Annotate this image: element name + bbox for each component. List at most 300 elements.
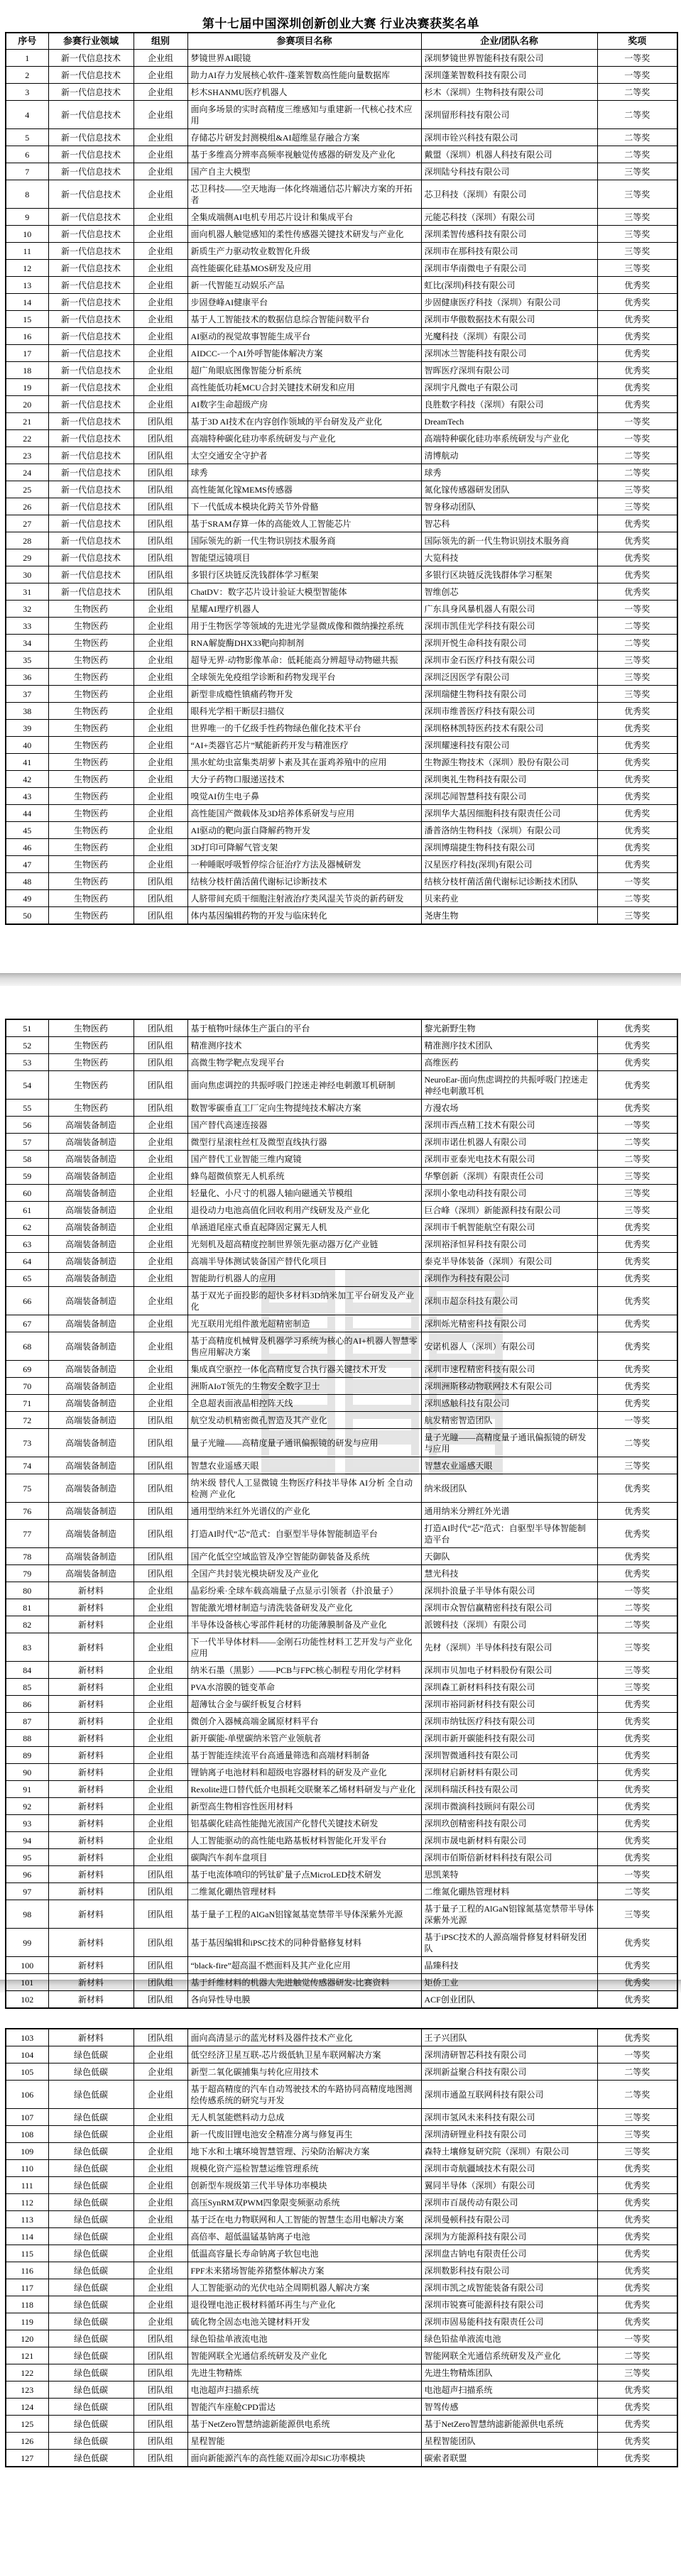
cell-award: 优秀奖 — [597, 1378, 677, 1395]
cell-group: 企业组 — [134, 2063, 187, 2081]
cell-field: 新一代信息技术 — [48, 294, 134, 311]
cell-seq: 22 — [6, 430, 48, 447]
cell-project: 各向异性导电膜 — [187, 1991, 421, 2009]
awards-table — [5, 2028, 678, 2467]
cell-project: 超广角眼底图像智能分析系统 — [187, 362, 421, 379]
cell-seq: 49 — [6, 890, 48, 907]
table-row — [6, 720, 677, 737]
cell-project: 存储芯片研发封测模组&AI超维显存融合方案 — [187, 129, 421, 146]
cell-award: 一等奖 — [597, 2330, 677, 2347]
cell-company: 深圳华大基因细胞科技有限责任公司 — [421, 805, 597, 822]
cell-project: 高压SynRM双PWM四象限变频驱动系统 — [187, 2194, 421, 2211]
cell-award: 优秀奖 — [597, 771, 677, 788]
cell-company: 打造AI时代“芯”范式：自驱型半导体智能制造平台 — [421, 1520, 597, 1548]
cell-company: 深圳市诺仕机器人有限公司 — [421, 1134, 597, 1151]
cell-award: 优秀奖 — [597, 1781, 677, 1798]
cell-project: 无人机氢能燃料动力总成 — [187, 2109, 421, 2126]
cell-company: 深圳市晟电新材料有限公司 — [421, 1832, 597, 1849]
cell-group: 企业组 — [134, 294, 187, 311]
cell-award: 优秀奖 — [597, 362, 677, 379]
cell-seq: 13 — [6, 277, 48, 294]
cell-company: 深圳奥礼生物科技有限公司 — [421, 771, 597, 788]
cell-award: 三等奖 — [597, 686, 677, 703]
cell-seq: 17 — [6, 345, 48, 362]
cell-group: 团队组 — [134, 1883, 187, 1900]
cell-project: 基于泛在电力物联网和人工智能的智慧生态用电解决方案 — [187, 2211, 421, 2228]
cell-award: 优秀奖 — [597, 1315, 677, 1332]
cell-project: 微型行星滚柱丝杠及微型直线执行器 — [187, 1134, 421, 1151]
cell-group: 企业组 — [134, 1798, 187, 1815]
cell-award: 二等奖 — [597, 84, 677, 101]
cell-group: 企业组 — [134, 1253, 187, 1270]
cell-project: 芯卫科技——空天地海一体化终端通信芯片解决方案的开拓者 — [187, 180, 421, 209]
cell-award: 优秀奖 — [597, 2262, 677, 2279]
cell-award: 二等奖 — [597, 1883, 677, 1900]
cell-seq: 43 — [6, 788, 48, 805]
cell-project: 国产化低空空域监管及净空智能防御装备及系统 — [187, 1548, 421, 1565]
cell-field: 新材料 — [48, 1957, 134, 1974]
cell-group: 团队组 — [134, 1100, 187, 1117]
table-row — [6, 805, 677, 822]
cell-seq: 38 — [6, 703, 48, 720]
table-row — [6, 413, 677, 430]
table-row — [6, 618, 677, 635]
cell-group: 团队组 — [134, 532, 187, 549]
cell-field: 新一代信息技术 — [48, 532, 134, 549]
cell-group: 企业组 — [134, 669, 187, 686]
cell-group: 团队组 — [134, 549, 187, 566]
cell-group: 企业组 — [134, 1185, 187, 1202]
table-row — [6, 1781, 677, 1798]
cell-award: 三等奖 — [597, 1633, 677, 1662]
cell-field: 绿色低碳 — [48, 2126, 134, 2143]
table-row — [6, 1957, 677, 1974]
cell-project: 锂钠离子电池材料和超级电容器材料的研发及产业化 — [187, 1764, 421, 1781]
cell-project: 光刻机及超高精度控制世界领先驱动器万亿产业链 — [187, 1236, 421, 1253]
cell-seq: 5 — [6, 129, 48, 146]
cell-seq: 84 — [6, 1662, 48, 1679]
cell-award: 二等奖 — [597, 1134, 677, 1151]
cell-group: 团队组 — [134, 1866, 187, 1883]
cell-company: 芯卫科技（深圳）有限公司 — [421, 180, 597, 209]
cell-field: 新一代信息技术 — [48, 498, 134, 515]
cell-project: 通用型纳米红外光谱仪的产业化 — [187, 1503, 421, 1520]
table-row — [6, 1730, 677, 1747]
cell-company: 星程智能团队 — [421, 2433, 597, 2450]
table-row — [6, 737, 677, 754]
cell-seq: 30 — [6, 566, 48, 583]
table-row — [6, 771, 677, 788]
cell-seq: 110 — [6, 2160, 48, 2177]
cell-group: 企业组 — [134, 1332, 187, 1361]
table-row — [6, 890, 677, 907]
cell-company: 基于NetZero智慧纳滤新能源供电系统 — [421, 2416, 597, 2433]
cell-field: 高端装备制造 — [48, 1503, 134, 1520]
cell-group: 团队组 — [134, 1429, 187, 1457]
cell-project: ChatDV：数字芯片设计验证大模型智能体 — [187, 583, 421, 601]
cell-group: 企业组 — [134, 146, 187, 163]
cell-award: 三等奖 — [597, 163, 677, 180]
cell-field: 绿色低碳 — [48, 2450, 134, 2467]
cell-field: 绿色低碳 — [48, 2347, 134, 2364]
cell-company: 智慧农业遥感天眼 — [421, 1457, 597, 1474]
cell-group: 企业组 — [134, 1696, 187, 1713]
cell-seq: 62 — [6, 1219, 48, 1236]
cell-company: 深圳材启新材料有限公司 — [421, 1764, 597, 1781]
cell-award: 优秀奖 — [597, 2160, 677, 2177]
cell-field: 生物医药 — [48, 686, 134, 703]
cell-seq: 70 — [6, 1378, 48, 1395]
table-row — [6, 180, 677, 209]
cell-project: AI数字生命超级产房 — [187, 396, 421, 413]
cell-field: 新材料 — [48, 1781, 134, 1798]
cell-field: 新一代信息技术 — [48, 430, 134, 447]
table-row — [6, 1616, 677, 1633]
cell-group: 团队组 — [134, 1565, 187, 1582]
cell-group: 团队组 — [134, 566, 187, 583]
cell-group: 企业组 — [134, 163, 187, 180]
cell-seq: 122 — [6, 2364, 48, 2382]
cell-project: 集成真空驱控一体化高精度复合执行器关键技术开发 — [187, 1361, 421, 1378]
cell-company: 深圳曼顿科技有限公司 — [421, 2211, 597, 2228]
cell-seq: 107 — [6, 2109, 48, 2126]
cell-field: 绿色低碳 — [48, 2081, 134, 2109]
cell-group: 团队组 — [134, 2382, 187, 2399]
cell-field: 高端装备制造 — [48, 1151, 134, 1168]
cell-award: 三等奖 — [597, 2126, 677, 2143]
cell-field: 高端装备制造 — [48, 1474, 134, 1503]
cell-group: 企业组 — [134, 1662, 187, 1679]
cell-company: ACF创业团队 — [421, 1991, 597, 2009]
cell-company: 泰克半导体装备（深圳）有限公司 — [421, 1253, 597, 1270]
table-row — [6, 2160, 677, 2177]
table-row — [6, 1815, 677, 1832]
cell-field: 新材料 — [48, 1662, 134, 1679]
cell-project: 纳米级 替代人工显微镜 生物医疗科技半导体 AI分析 全自动检测 产业化 — [187, 1474, 421, 1503]
cell-field: 新材料 — [48, 1696, 134, 1713]
cell-project: 铝基碳化硅高性能抛光液国产化替代关键技术研发 — [187, 1815, 421, 1832]
cell-group: 企业组 — [134, 2160, 187, 2177]
cell-seq: 83 — [6, 1633, 48, 1662]
cell-seq: 31 — [6, 583, 48, 601]
cell-company: 深圳森工新材料科技有限公司 — [421, 1679, 597, 1696]
cell-company: 深圳梦镜世界智能科技有限公司 — [421, 50, 597, 67]
cell-group: 团队组 — [134, 1071, 187, 1100]
cell-company: 量子光瞳——高精度量子通讯偏振镜的研发与应用 — [421, 1429, 597, 1457]
cell-company: 基于iPSC技术的人源高端骨修复材料研发团队 — [421, 1929, 597, 1957]
cell-seq: 112 — [6, 2194, 48, 2211]
table-row — [6, 1696, 677, 1713]
table-row — [6, 1503, 677, 1520]
cell-seq: 34 — [6, 635, 48, 652]
cell-seq: 3 — [6, 84, 48, 101]
cell-field: 新材料 — [48, 1832, 134, 1849]
cell-field: 生物医药 — [48, 601, 134, 618]
cell-group: 企业组 — [134, 2143, 187, 2160]
cell-seq: 46 — [6, 839, 48, 856]
cell-group: 企业组 — [134, 2245, 187, 2262]
cell-award: 二等奖 — [597, 129, 677, 146]
cell-seq: 96 — [6, 1866, 48, 1883]
cell-field: 新一代信息技术 — [48, 101, 134, 129]
cell-group: 团队组 — [134, 873, 187, 890]
cell-seq: 66 — [6, 1287, 48, 1315]
cell-company: 深圳市纳钛医疗科技有限公司 — [421, 1713, 597, 1730]
cell-project: 量子光瞳——高精度量子通讯偏振镜的研发与应用 — [187, 1429, 421, 1457]
table-row — [6, 2029, 677, 2046]
cell-project: 基于电流体喷印的钙钛矿量子点MicroLED技术研发 — [187, 1866, 421, 1883]
cell-award: 优秀奖 — [597, 2313, 677, 2330]
cell-award: 一等奖 — [597, 50, 677, 67]
table-row — [6, 686, 677, 703]
cell-seq: 82 — [6, 1616, 48, 1633]
cell-company: DreamTech — [421, 413, 597, 430]
cell-award: 一等奖 — [597, 601, 677, 618]
table-row — [6, 1849, 677, 1866]
cell-company: 深圳科瑞沃科技有限公司 — [421, 1781, 597, 1798]
cell-group: 企业组 — [134, 788, 187, 805]
cell-field: 生物医药 — [48, 873, 134, 890]
cell-project: PVA水溶膜的链变革命 — [187, 1679, 421, 1696]
cell-seq: 42 — [6, 771, 48, 788]
table-row — [6, 481, 677, 498]
table-row — [6, 2262, 677, 2279]
cell-project: 地下水和土壤环境智慧管理、污染防治解决方案 — [187, 2143, 421, 2160]
cell-seq: 48 — [6, 873, 48, 890]
cell-seq: 92 — [6, 1798, 48, 1815]
table-row — [6, 1900, 677, 1929]
cell-award: 三等奖 — [597, 226, 677, 243]
cell-seq: 78 — [6, 1548, 48, 1565]
table-row — [6, 1883, 677, 1900]
cell-field: 生物医药 — [48, 805, 134, 822]
cell-project: 高性能低功耗MCU合封关键技术研发和应用 — [187, 379, 421, 396]
cell-project: 光互联用光组件激光超精密制造 — [187, 1315, 421, 1332]
cell-field: 新材料 — [48, 1883, 134, 1900]
cell-field: 新一代信息技术 — [48, 84, 134, 101]
cell-seq: 79 — [6, 1565, 48, 1582]
cell-project: 高性能碳化硅基MOS研发及应用 — [187, 260, 421, 277]
cell-seq: 75 — [6, 1474, 48, 1503]
cell-project: 洲斯AIoT领先的生物安全数字卫士 — [187, 1378, 421, 1395]
cell-group: 企业组 — [134, 1315, 187, 1332]
cell-seq: 19 — [6, 379, 48, 396]
cell-seq: 18 — [6, 362, 48, 379]
cell-project: 黑水虻幼虫富集类胡萝卜素及其在蛋鸡养殖中的应用 — [187, 754, 421, 771]
cell-company: 深圳智微通科技有限公司 — [421, 1747, 597, 1764]
results-table-page-1 — [5, 32, 677, 925]
cell-company: 深圳小象电动科技有限公司 — [421, 1185, 597, 1202]
cell-award: 一等奖 — [597, 1412, 677, 1429]
cell-award: 优秀奖 — [597, 566, 677, 583]
cell-company: 慧光科技 — [421, 1565, 597, 1582]
cell-award: 优秀奖 — [597, 1730, 677, 1747]
cell-group: 企业组 — [134, 805, 187, 822]
table-row — [6, 2177, 677, 2194]
cell-group: 企业组 — [134, 1764, 187, 1781]
cell-group: 企业组 — [134, 1219, 187, 1236]
cell-field: 生物医药 — [48, 754, 134, 771]
cell-company: 精准测序技术团队 — [421, 1037, 597, 1054]
cell-award: 优秀奖 — [597, 2211, 677, 2228]
cell-award: 一等奖 — [597, 1582, 677, 1599]
table-row — [6, 1474, 677, 1503]
cell-project: AIDCC-一个AI外呼智能体解决方案 — [187, 345, 421, 362]
cell-field: 绿色低碳 — [48, 2177, 134, 2194]
table-row — [6, 2143, 677, 2160]
cell-company: 深圳芯闻智慧科技有限公司 — [421, 788, 597, 805]
cell-award: 优秀奖 — [597, 822, 677, 839]
cell-field: 新一代信息技术 — [48, 311, 134, 328]
cell-award: 优秀奖 — [597, 1219, 677, 1236]
cell-company: 深圳市奇航疆域技术有限公司 — [421, 2160, 597, 2177]
cell-group: 企业组 — [134, 362, 187, 379]
cell-project: 智能汽车座舱CPD雷达 — [187, 2399, 421, 2416]
cell-group: 企业组 — [134, 2279, 187, 2296]
cell-seq: 80 — [6, 1582, 48, 1599]
cell-group: 团队组 — [134, 1054, 187, 1071]
cell-group: 企业组 — [134, 1582, 187, 1599]
cell-field: 新一代信息技术 — [48, 277, 134, 294]
cell-award: 三等奖 — [597, 180, 677, 209]
cell-company: 深圳市微滴科技顾问有限公司 — [421, 1798, 597, 1815]
cell-company: 深圳市维普医疗科技有限公司 — [421, 703, 597, 720]
cell-project: 球秀 — [187, 464, 421, 481]
cell-seq: 23 — [6, 447, 48, 464]
cell-company: 尧唐生物 — [421, 907, 597, 925]
cell-field: 生物医药 — [48, 1019, 134, 1037]
cell-company: 智能网联全光通信系统研发及产业化 — [421, 2347, 597, 2364]
cell-project: 新型非成瘾性镇痛药物开发 — [187, 686, 421, 703]
cell-field: 新材料 — [48, 1815, 134, 1832]
cell-project: 体内基因编辑药物的开发与临床转化 — [187, 907, 421, 925]
table-row — [6, 2194, 677, 2211]
cell-group: 企业组 — [134, 260, 187, 277]
cell-company: 深圳市贝加电子材料股份有限公司 — [421, 1662, 597, 1679]
cell-group: 企业组 — [134, 720, 187, 737]
table-row — [6, 1134, 677, 1151]
cell-field: 新材料 — [48, 1900, 134, 1929]
table-row — [6, 1378, 677, 1395]
cell-group: 企业组 — [134, 2228, 187, 2245]
cell-seq: 94 — [6, 1832, 48, 1849]
cell-field: 新一代信息技术 — [48, 549, 134, 566]
cell-seq: 95 — [6, 1849, 48, 1866]
cell-award: 优秀奖 — [597, 2450, 677, 2467]
cell-award: 优秀奖 — [597, 277, 677, 294]
cell-field: 绿色低碳 — [48, 2143, 134, 2160]
table-row — [6, 243, 677, 260]
table-row — [6, 1100, 677, 1117]
cell-field: 新材料 — [48, 2029, 134, 2046]
cell-seq: 85 — [6, 1679, 48, 1696]
table-row — [6, 1287, 677, 1315]
cell-seq: 99 — [6, 1929, 48, 1957]
cell-field: 生物医药 — [48, 635, 134, 652]
cell-award: 优秀奖 — [597, 720, 677, 737]
cell-field: 新一代信息技术 — [48, 50, 134, 67]
cell-project: 先进生物精炼 — [187, 2364, 421, 2382]
cell-project: “black-fire”超高温不燃面料及其产业化应用 — [187, 1957, 421, 1974]
cell-project: 单涵道尾座式垂直起降固定翼无人机 — [187, 1219, 421, 1236]
cell-seq: 71 — [6, 1395, 48, 1412]
cell-group: 企业组 — [134, 101, 187, 129]
cell-group: 企业组 — [134, 1633, 187, 1662]
cell-company: 智晖医疗深圳有限公司 — [421, 362, 597, 379]
cell-field: 绿色低碳 — [48, 2046, 134, 2063]
cell-field: 绿色低碳 — [48, 2279, 134, 2296]
cell-field: 新一代信息技术 — [48, 226, 134, 243]
cell-project: 基于双光子面投影的超快多材料3D纳米加工平台研发及产业化 — [187, 1287, 421, 1315]
cell-field: 高端装备制造 — [48, 1253, 134, 1270]
cell-group: 企业组 — [134, 2194, 187, 2211]
cell-company: 虹比(深圳)科技有限公司 — [421, 277, 597, 294]
cell-field: 绿色低碳 — [48, 2245, 134, 2262]
cell-group: 企业组 — [134, 1361, 187, 1378]
cell-group: 企业组 — [134, 2126, 187, 2143]
cell-group: 企业组 — [134, 2081, 187, 2109]
cell-award: 三等奖 — [597, 481, 677, 498]
cell-group: 团队组 — [134, 907, 187, 925]
cell-award: 优秀奖 — [597, 2194, 677, 2211]
cell-field: 新一代信息技术 — [48, 328, 134, 345]
cell-seq: 1 — [6, 50, 48, 67]
awards-table — [5, 32, 678, 925]
table-row — [6, 1361, 677, 1378]
cell-award: 三等奖 — [597, 1202, 677, 1219]
cell-award: 一等奖 — [597, 1117, 677, 1134]
cell-company: 方漫农场 — [421, 1100, 597, 1117]
table-row — [6, 1412, 677, 1429]
cell-project: 基于SRAM存算一体的高能效人工智能芯片 — [187, 515, 421, 532]
cell-group: 企业组 — [134, 1168, 187, 1185]
cell-seq: 103 — [6, 2029, 48, 2046]
cell-company: 深圳裕泽恒昇科技有限公司 — [421, 1236, 597, 1253]
cell-group: 团队组 — [134, 413, 187, 430]
cell-project: RNA解旋酶DHX33靶向抑制剂 — [187, 635, 421, 652]
cell-seq: 10 — [6, 226, 48, 243]
cell-award: 优秀奖 — [597, 2399, 677, 2416]
table-row — [6, 566, 677, 583]
cell-field: 新一代信息技术 — [48, 209, 134, 226]
table-row — [6, 1832, 677, 1849]
cell-project: 嗅觉AI仿生电子鼻 — [187, 788, 421, 805]
cell-field: 生物医药 — [48, 839, 134, 856]
cell-field: 新一代信息技术 — [48, 413, 134, 430]
cell-seq: 64 — [6, 1253, 48, 1270]
cell-seq: 4 — [6, 101, 48, 129]
cell-project: 梦镜世界AI眼镜 — [187, 50, 421, 67]
cell-seq: 106 — [6, 2081, 48, 2109]
table-row — [6, 635, 677, 652]
cell-company: 绿色铅盐单液流电池 — [421, 2330, 597, 2347]
cell-award: 优秀奖 — [597, 737, 677, 754]
cell-field: 新一代信息技术 — [48, 163, 134, 180]
cell-group: 团队组 — [134, 890, 187, 907]
cell-seq: 93 — [6, 1815, 48, 1832]
cell-project: 纳米石墨（黑影）——PCB与FPC核心制程专用化学材料 — [187, 1662, 421, 1679]
cell-group: 企业组 — [134, 2211, 187, 2228]
cell-award: 优秀奖 — [597, 1332, 677, 1361]
cell-group: 团队组 — [134, 2364, 187, 2382]
table-row — [6, 1866, 677, 1883]
cell-seq: 41 — [6, 754, 48, 771]
cell-seq: 47 — [6, 856, 48, 873]
cell-company: 深圳烁光精密科技有限公司 — [421, 1315, 597, 1332]
table-row — [6, 1520, 677, 1548]
cell-company: 球秀 — [421, 464, 597, 481]
cell-award: 三等奖 — [597, 243, 677, 260]
